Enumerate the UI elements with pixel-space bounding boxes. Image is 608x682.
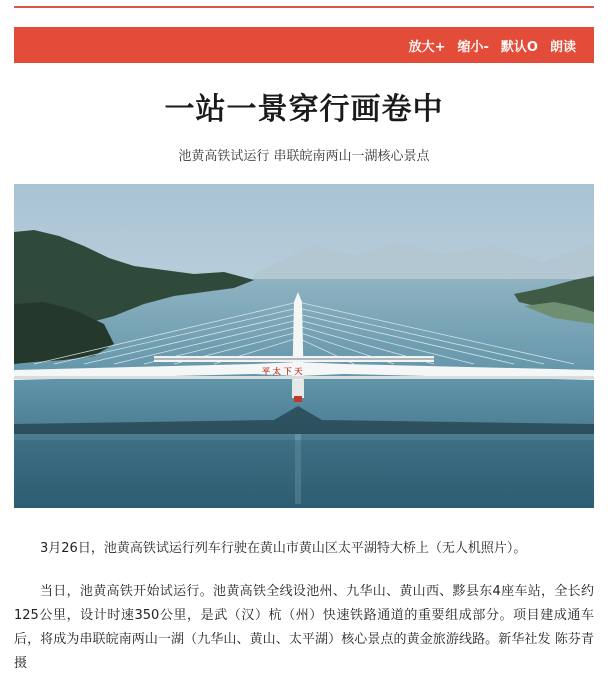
article-body: 当日，池黄高铁开始试运行。池黄高铁全线设池州、九华山、黄山西、黟县东4座车站，全长约125公里，设计时速350公里，是武（汉）杭（州）快速铁路通道的重要组成部分。项目建成通车后，将成为串联皖南两山一湖（九华山、黄山、太平湖）核心景点的黄金旅游线路。新华社发 陈芬青 摄: [14, 584, 594, 671]
bridge-lettering: 平 太 下 天: [262, 367, 303, 376]
read-aloud-button[interactable]: 朗读: [549, 39, 576, 55]
default-size-button[interactable]: 默认O: [500, 39, 538, 55]
article-subtitle: 池黄高铁试运行 串联皖南两山一湖核心景点: [178, 149, 430, 164]
zoom-out-button[interactable]: 缩小-: [457, 39, 489, 55]
photo-caption: 3月26日，池黄高铁试运行列车行驶在黄山市黄山区太平湖特大桥上（无人机照片）。: [40, 541, 527, 556]
article-photo: [14, 184, 594, 508]
bridge-photo-illustration: [14, 184, 594, 508]
top-divider: [14, 0, 594, 8]
zoom-in-button[interactable]: 放大+: [408, 39, 446, 55]
article-title: 一站一景穿行画卷中: [164, 92, 444, 127]
reading-toolbar: [14, 27, 594, 63]
